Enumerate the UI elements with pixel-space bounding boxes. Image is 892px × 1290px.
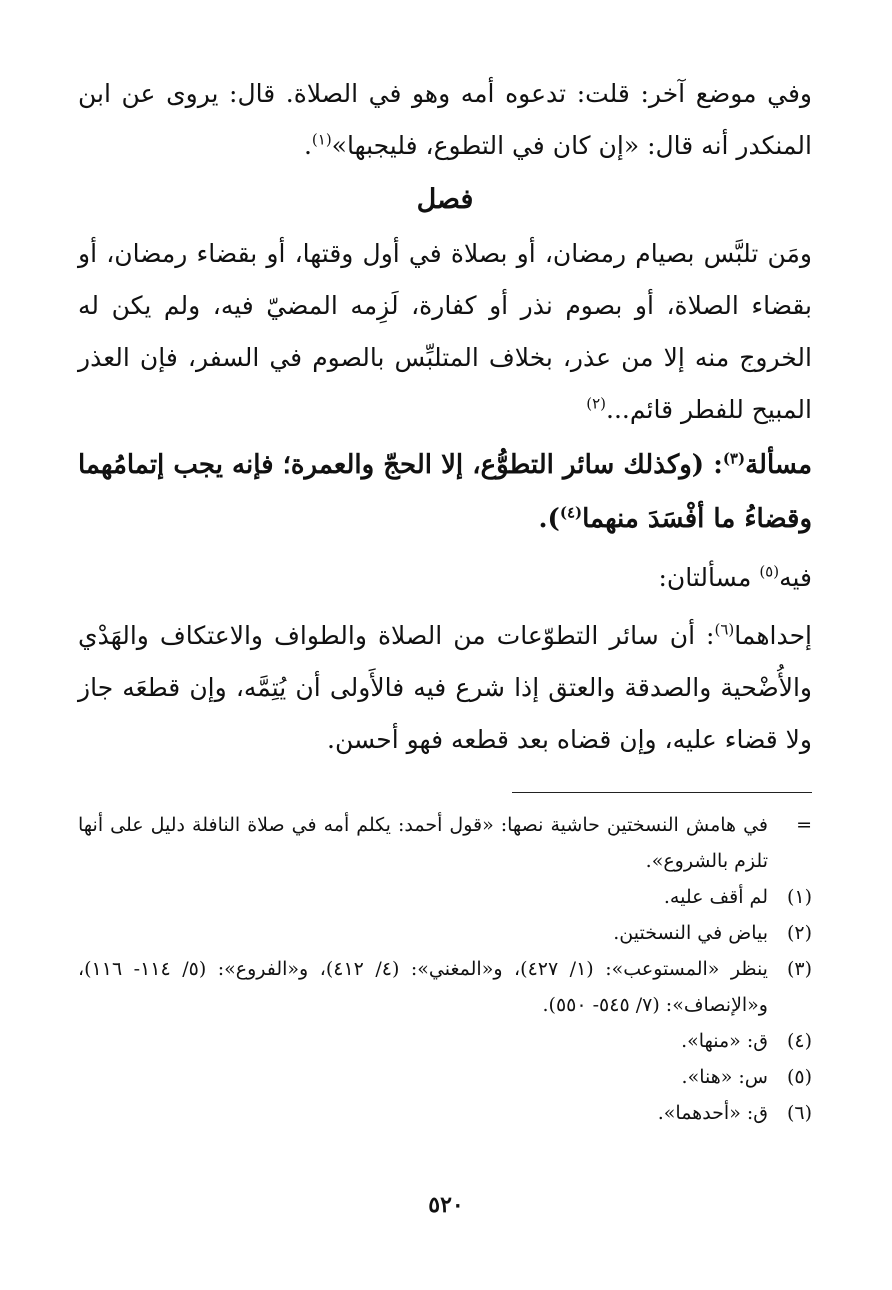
footnote-ref-4: (٤) — [559, 503, 583, 522]
issue-text: : (وكذلك سائر التطوُّع، إلا الحجّ والعمرة؛ فإنه يجب إتمامُهما وقضاءُ ما أفْسَدَ منهما — [78, 450, 812, 534]
footnote-text: ق: «منها». — [681, 1030, 768, 1052]
footnote-number: (٢) — [786, 922, 812, 944]
footnote-number: (٣) — [786, 958, 812, 980]
footnote-number: (٤) — [786, 1030, 812, 1052]
footnote-3 — [78, 951, 812, 1023]
footnote-ref-1: (١) — [311, 130, 332, 149]
paragraph-4-text: : أن سائر التطوّعات من الصلاة والطواف والاعتكاف والهَدْي والأُضْحية والصدقة والعتق إذا شرع فيه فالأَولى أن يُتِمَّه، وإن قطعَه جاز ولا قضاء عليه، وإن قضاه بعد قطعه فهو أحسن. — [78, 621, 812, 754]
footnotes — [78, 807, 812, 1131]
footnote-number: = — [796, 814, 812, 836]
paragraph-4 — [78, 610, 812, 766]
footnote-number: (١) — [786, 886, 812, 908]
issue-paragraph — [78, 438, 812, 546]
footnote-number: (٥) — [786, 1066, 812, 1088]
main-text — [78, 68, 812, 766]
footnote-5 — [78, 1059, 812, 1095]
paragraph-3-end: مسألتان: — [658, 563, 760, 592]
footnote-ref-6: (٦) — [714, 620, 735, 639]
footnote-2 — [78, 915, 812, 951]
footnote-number: (٦) — [786, 1102, 812, 1124]
page-number: ٥٢٠ — [428, 1192, 464, 1218]
paragraph-3 — [78, 552, 812, 604]
footnote-text: ق: «أحدهما». — [657, 1102, 768, 1124]
footnote-1 — [78, 879, 812, 915]
paragraph-1 — [78, 68, 812, 172]
footnote-separator — [512, 792, 812, 793]
footnote-ref-3: (٣) — [722, 449, 746, 468]
footnote-4 — [78, 1023, 812, 1059]
footnote-6 — [78, 1095, 812, 1131]
paragraph-3-start: فيه — [779, 563, 812, 592]
footnote-continuation — [78, 807, 812, 879]
paragraph-1-end: . — [303, 131, 312, 160]
footnote-text: ينظر «المستوعب»: (١/ ٤٢٧)، و«المغني»: (٤/ ٤١٢)، و«الفروع»: (٥/ ١١٤- ١١٦)، و«الإنصاف»: (٧/ ٥٤٥- ٥٥٠). — [78, 958, 768, 1016]
paragraph-1-text: وفي موضع آخر: قلت: تدعوه أمه وهو في الصلاة. قال: يروى عن ابن المنكدر أنه قال: «إن كان في التطوع، فليجبها» — [78, 79, 812, 160]
footnote-text: لم أقف عليه. — [663, 886, 768, 908]
footnote-text: س: «هنا». — [681, 1066, 768, 1088]
paragraph-4-start: إحداهما — [734, 621, 812, 650]
paragraph-2 — [78, 228, 812, 436]
issue-label: مسألة — [745, 450, 812, 480]
footnote-text: بياض في النسختين. — [613, 922, 768, 944]
footnote-text: في هامش النسختين حاشية نصها: «قول أحمد: يكلم أمه في صلاة النافلة دليل على أنها تلزم بالشروع». — [78, 814, 768, 872]
footnote-ref-5: (٥) — [759, 562, 780, 581]
issue-end: ). — [538, 504, 560, 534]
footnote-ref-2: (٢) — [586, 394, 607, 413]
paragraph-2-text: ومَن تلبَّس بصيام رمضان، أو بصلاة في أول وقتها، أو بقضاء رمضان، أو بقضاء الصلاة، أو بصوم نذر أو كفارة، لَزِمه المضيّ فيه، ولم يكن له الخروج منه إلا من عذر، بخلاف المتلبِّس بالصوم في السفر، فإن العذر المبيح للفطر قائم... — [78, 239, 812, 424]
section-heading: فصل — [416, 184, 474, 215]
